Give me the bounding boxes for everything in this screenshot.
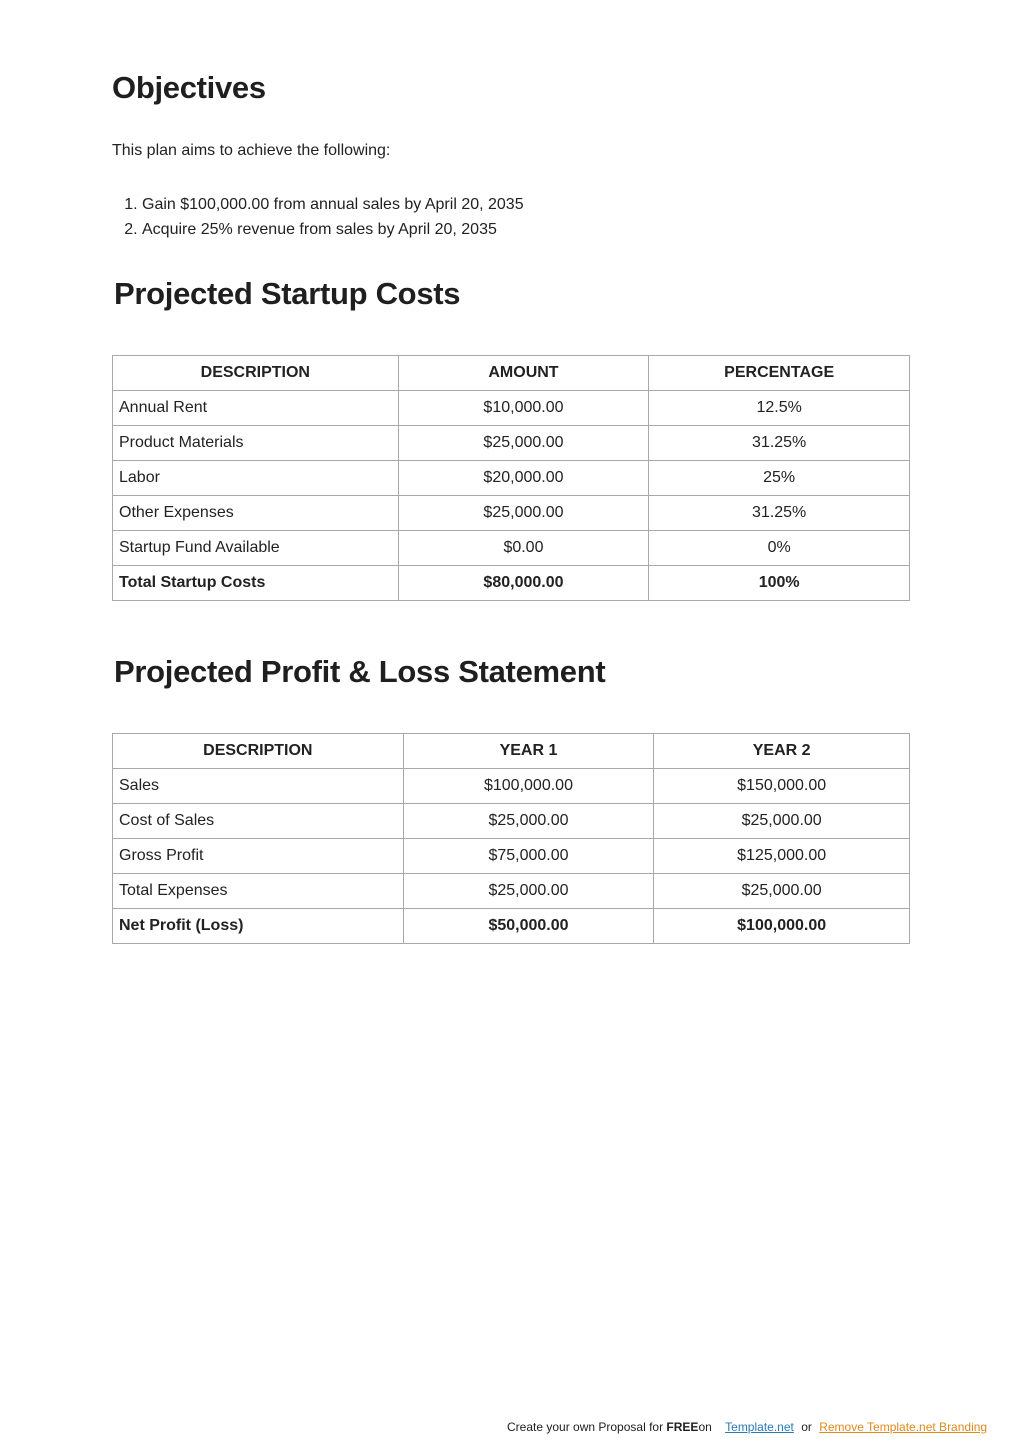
table-row (113, 426, 910, 461)
table-cell: $0.00 (398, 531, 649, 566)
footer-prefix: Create your own Proposal for (507, 1420, 667, 1434)
objectives-heading: Objectives (112, 70, 266, 105)
list-item: 1. Gain $100,000.00 from annual sales by April 20, 2035 (142, 192, 524, 217)
table-row (113, 804, 910, 839)
table-cell: 12.5% (649, 391, 910, 426)
table-cell: Cost of Sales (113, 804, 404, 839)
table-cell: $25,000.00 (403, 804, 654, 839)
table-cell: Labor (113, 461, 399, 496)
table-cell: Gross Profit (113, 839, 404, 874)
branding-footer (507, 1420, 987, 1434)
table-row (113, 874, 910, 909)
table-header-row (113, 734, 910, 769)
table-total-row (113, 566, 910, 601)
column-header: AMOUNT (398, 356, 649, 391)
objectives-intro: This plan aims to achieve the following: (112, 142, 391, 159)
column-header: YEAR 2 (654, 734, 910, 769)
startup-costs-table (112, 355, 910, 601)
table-row (113, 496, 910, 531)
objectives-list (112, 192, 524, 242)
table-cell: $25,000.00 (654, 804, 910, 839)
table-cell: $125,000.00 (654, 839, 910, 874)
table-cell: 25% (649, 461, 910, 496)
table-cell: $150,000.00 (654, 769, 910, 804)
table-cell: $100,000.00 (654, 909, 910, 944)
footer-on: on (698, 1420, 712, 1434)
remove-branding-link[interactable]: Remove Template.net Branding (819, 1420, 988, 1434)
footer-or: or (801, 1420, 812, 1434)
footer-free: FREE (666, 1420, 699, 1434)
table-cell: Other Expenses (113, 496, 399, 531)
table-row (113, 391, 910, 426)
table-cell: $25,000.00 (398, 496, 649, 531)
table-cell: $10,000.00 (398, 391, 649, 426)
table-row (113, 769, 910, 804)
table-cell: $80,000.00 (398, 566, 649, 601)
column-header: DESCRIPTION (113, 734, 404, 769)
table-total-row (113, 909, 910, 944)
table-cell: 100% (649, 566, 910, 601)
table-cell: $50,000.00 (403, 909, 654, 944)
table-cell: $100,000.00 (403, 769, 654, 804)
table-row (113, 531, 910, 566)
startup-costs-heading: Projected Startup Costs (114, 276, 461, 311)
table-cell: $25,000.00 (654, 874, 910, 909)
template-net-link[interactable]: Template.net (725, 1420, 794, 1434)
table-cell: $25,000.00 (398, 426, 649, 461)
table-cell: Annual Rent (113, 391, 399, 426)
profit-loss-heading: Projected Profit & Loss Statement (114, 654, 606, 689)
column-header: DESCRIPTION (113, 356, 399, 391)
list-item: 2. Acquire 25% revenue from sales by April 20, 2035 (142, 217, 524, 242)
column-header: YEAR 1 (403, 734, 654, 769)
table-cell: 31.25% (649, 426, 910, 461)
table-cell: $75,000.00 (403, 839, 654, 874)
table-cell: Total Expenses (113, 874, 404, 909)
table-row (113, 839, 910, 874)
table-cell: 31.25% (649, 496, 910, 531)
column-header: PERCENTAGE (649, 356, 910, 391)
table-cell: Net Profit (Loss) (113, 909, 404, 944)
table-row (113, 461, 910, 496)
table-cell: Sales (113, 769, 404, 804)
table-cell: Total Startup Costs (113, 566, 399, 601)
table-cell: Startup Fund Available (113, 531, 399, 566)
table-cell: $25,000.00 (403, 874, 654, 909)
table-cell: 0% (649, 531, 910, 566)
profit-loss-table (112, 733, 910, 944)
table-cell: Product Materials (113, 426, 399, 461)
table-cell: $20,000.00 (398, 461, 649, 496)
table-header-row (113, 356, 910, 391)
